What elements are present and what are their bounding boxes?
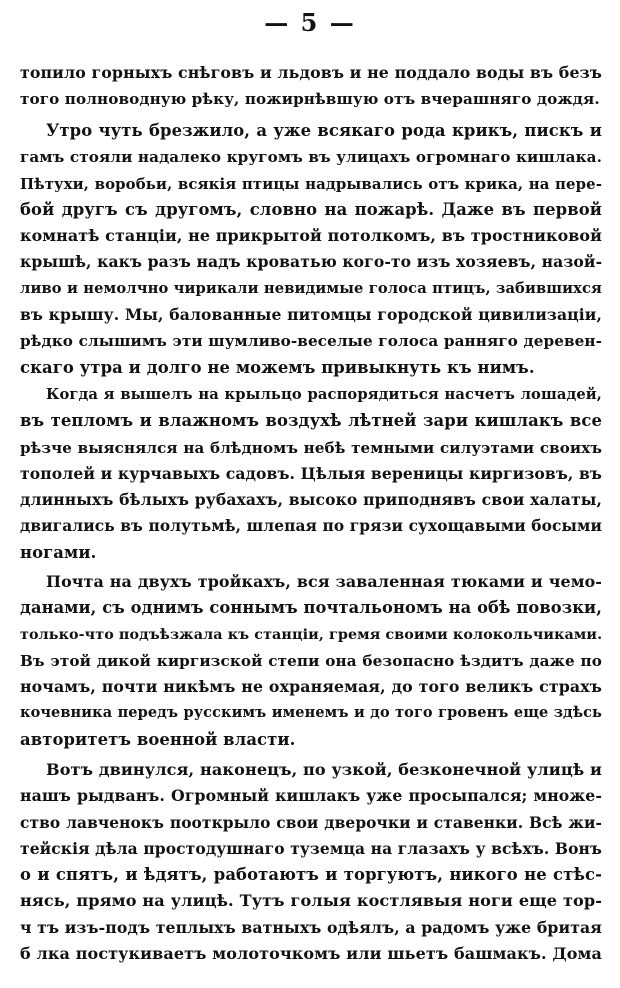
text-line: гамъ стояли надалеко кругомъ въ улицахъ огромнаго кишлака.: [20, 148, 602, 167]
text-line: Въ этой дикой киргизской степи она безопасно ѣздитъ даже по: [20, 651, 602, 670]
text-line: въ крышу. Мы, балованные питомцы городской цивилизаціи,: [20, 305, 602, 325]
paragraph: [20, 118, 602, 381]
text-line: данами, съ однимъ соннымъ почтальономъ на обѣ повозки,: [20, 598, 602, 618]
text-line: топило горныхъ снѣговъ и льдовъ и не поддало воды въ безъ: [20, 63, 602, 82]
text-line: кочевника передъ русскимъ именемъ и до того гровенъ еще здѣсь: [20, 704, 602, 722]
text-line: длинныхъ бѣлыхъ рубахахъ, высоко приподнявъ свои халаты,: [20, 490, 602, 510]
text-line: Вотъ двинулся, наконецъ, по узкой, безконечной улицѣ и: [46, 760, 602, 779]
text-line: ногами.: [20, 542, 97, 562]
text-line: крышѣ, какъ разъ надъ кроватью кого-то изъ хозяевъ, назой-: [20, 252, 603, 272]
text-line: скаго утра и долго не можемъ привыкнуть къ нимъ.: [20, 357, 535, 377]
text-line: ливо и немолчно чирикали невидимые голоса птицъ, забившихся: [20, 279, 602, 297]
text-line: ство лавченокъ пооткрыло свои дверочки и ставенки. Всѣ жи-: [20, 813, 602, 832]
text-line: Утро чуть брезжило, а уже всякаго рода крикъ, пискъ и: [46, 121, 602, 140]
paragraph: [20, 382, 602, 566]
text-line: двигались въ полутьмѣ, шлепая по грязи сухощавыми босыми: [20, 517, 602, 536]
text-line: рѣзче выяснялся на блѣдномъ небѣ темными силуэтами своихъ: [20, 438, 602, 457]
text-line: въ тепломъ и влажномъ воздухѣ лѣтней зари кишлакъ все: [20, 411, 602, 431]
text-line: бой другъ съ другомъ, словно на пожарѣ. Даже въ первой: [20, 199, 602, 219]
text-line: Когда я вышелъ на крыльцо распорядиться насчетъ лошадей,: [46, 386, 602, 403]
text-line: тейскія дѣла простодушнаго туземца на глазахъ у всѣхъ. Вонъ: [20, 838, 602, 858]
text-line: рѣдко слышимъ эти шумливо-веселые голоса ранняго деревен-: [20, 332, 602, 351]
text-line: о и спятъ, и ѣдятъ, работаютъ и торгуютъ, никого не стѣс-: [20, 865, 602, 885]
page-number: — 5 —: [264, 8, 356, 37]
text-line: авторитетъ военной власти.: [20, 729, 296, 749]
text-line: тополей и курчавыхъ садовъ. Цѣлыя вереницы киргизовъ, въ: [20, 463, 602, 483]
text-line: б лка постукиваетъ молоточкомъ или шьетъ башмакъ. Дома: [20, 944, 602, 964]
text-line: Почта на двухъ тройкахъ, вся заваленная тюками и чемо-: [46, 572, 602, 591]
paragraph: [20, 569, 602, 753]
text-line: нашъ рыдванъ. Огромный кишлакъ уже просыпался; множе-: [20, 786, 602, 806]
text-line: ч тъ изъ-подъ теплыхъ ватныхъ одѣялъ, а радомъ уже бритая: [20, 917, 602, 937]
text-line: того полноводную рѣку, пожирнѣвшую отъ вчерашняго дождя.: [20, 90, 600, 109]
paragraph: [20, 757, 602, 967]
text-line: комнатѣ станціи, не прикрытой потолкомъ, въ тростниковой: [20, 226, 602, 246]
paragraph: [20, 60, 602, 113]
text-line: Пѣтухи, воробьи, всякія птицы надрывались отъ крика, на пере-: [20, 174, 602, 193]
text-line: нясь, прямо на улицѣ. Тутъ голыя костлявыя ноги еще тор-: [20, 891, 602, 911]
text-line: ночамъ, почти никѣмъ не охраняемая, до того великъ страхъ: [20, 677, 602, 697]
text-line: только-что подъѣзжала къ станціи, гремя своими колокольчиками.: [20, 626, 603, 643]
